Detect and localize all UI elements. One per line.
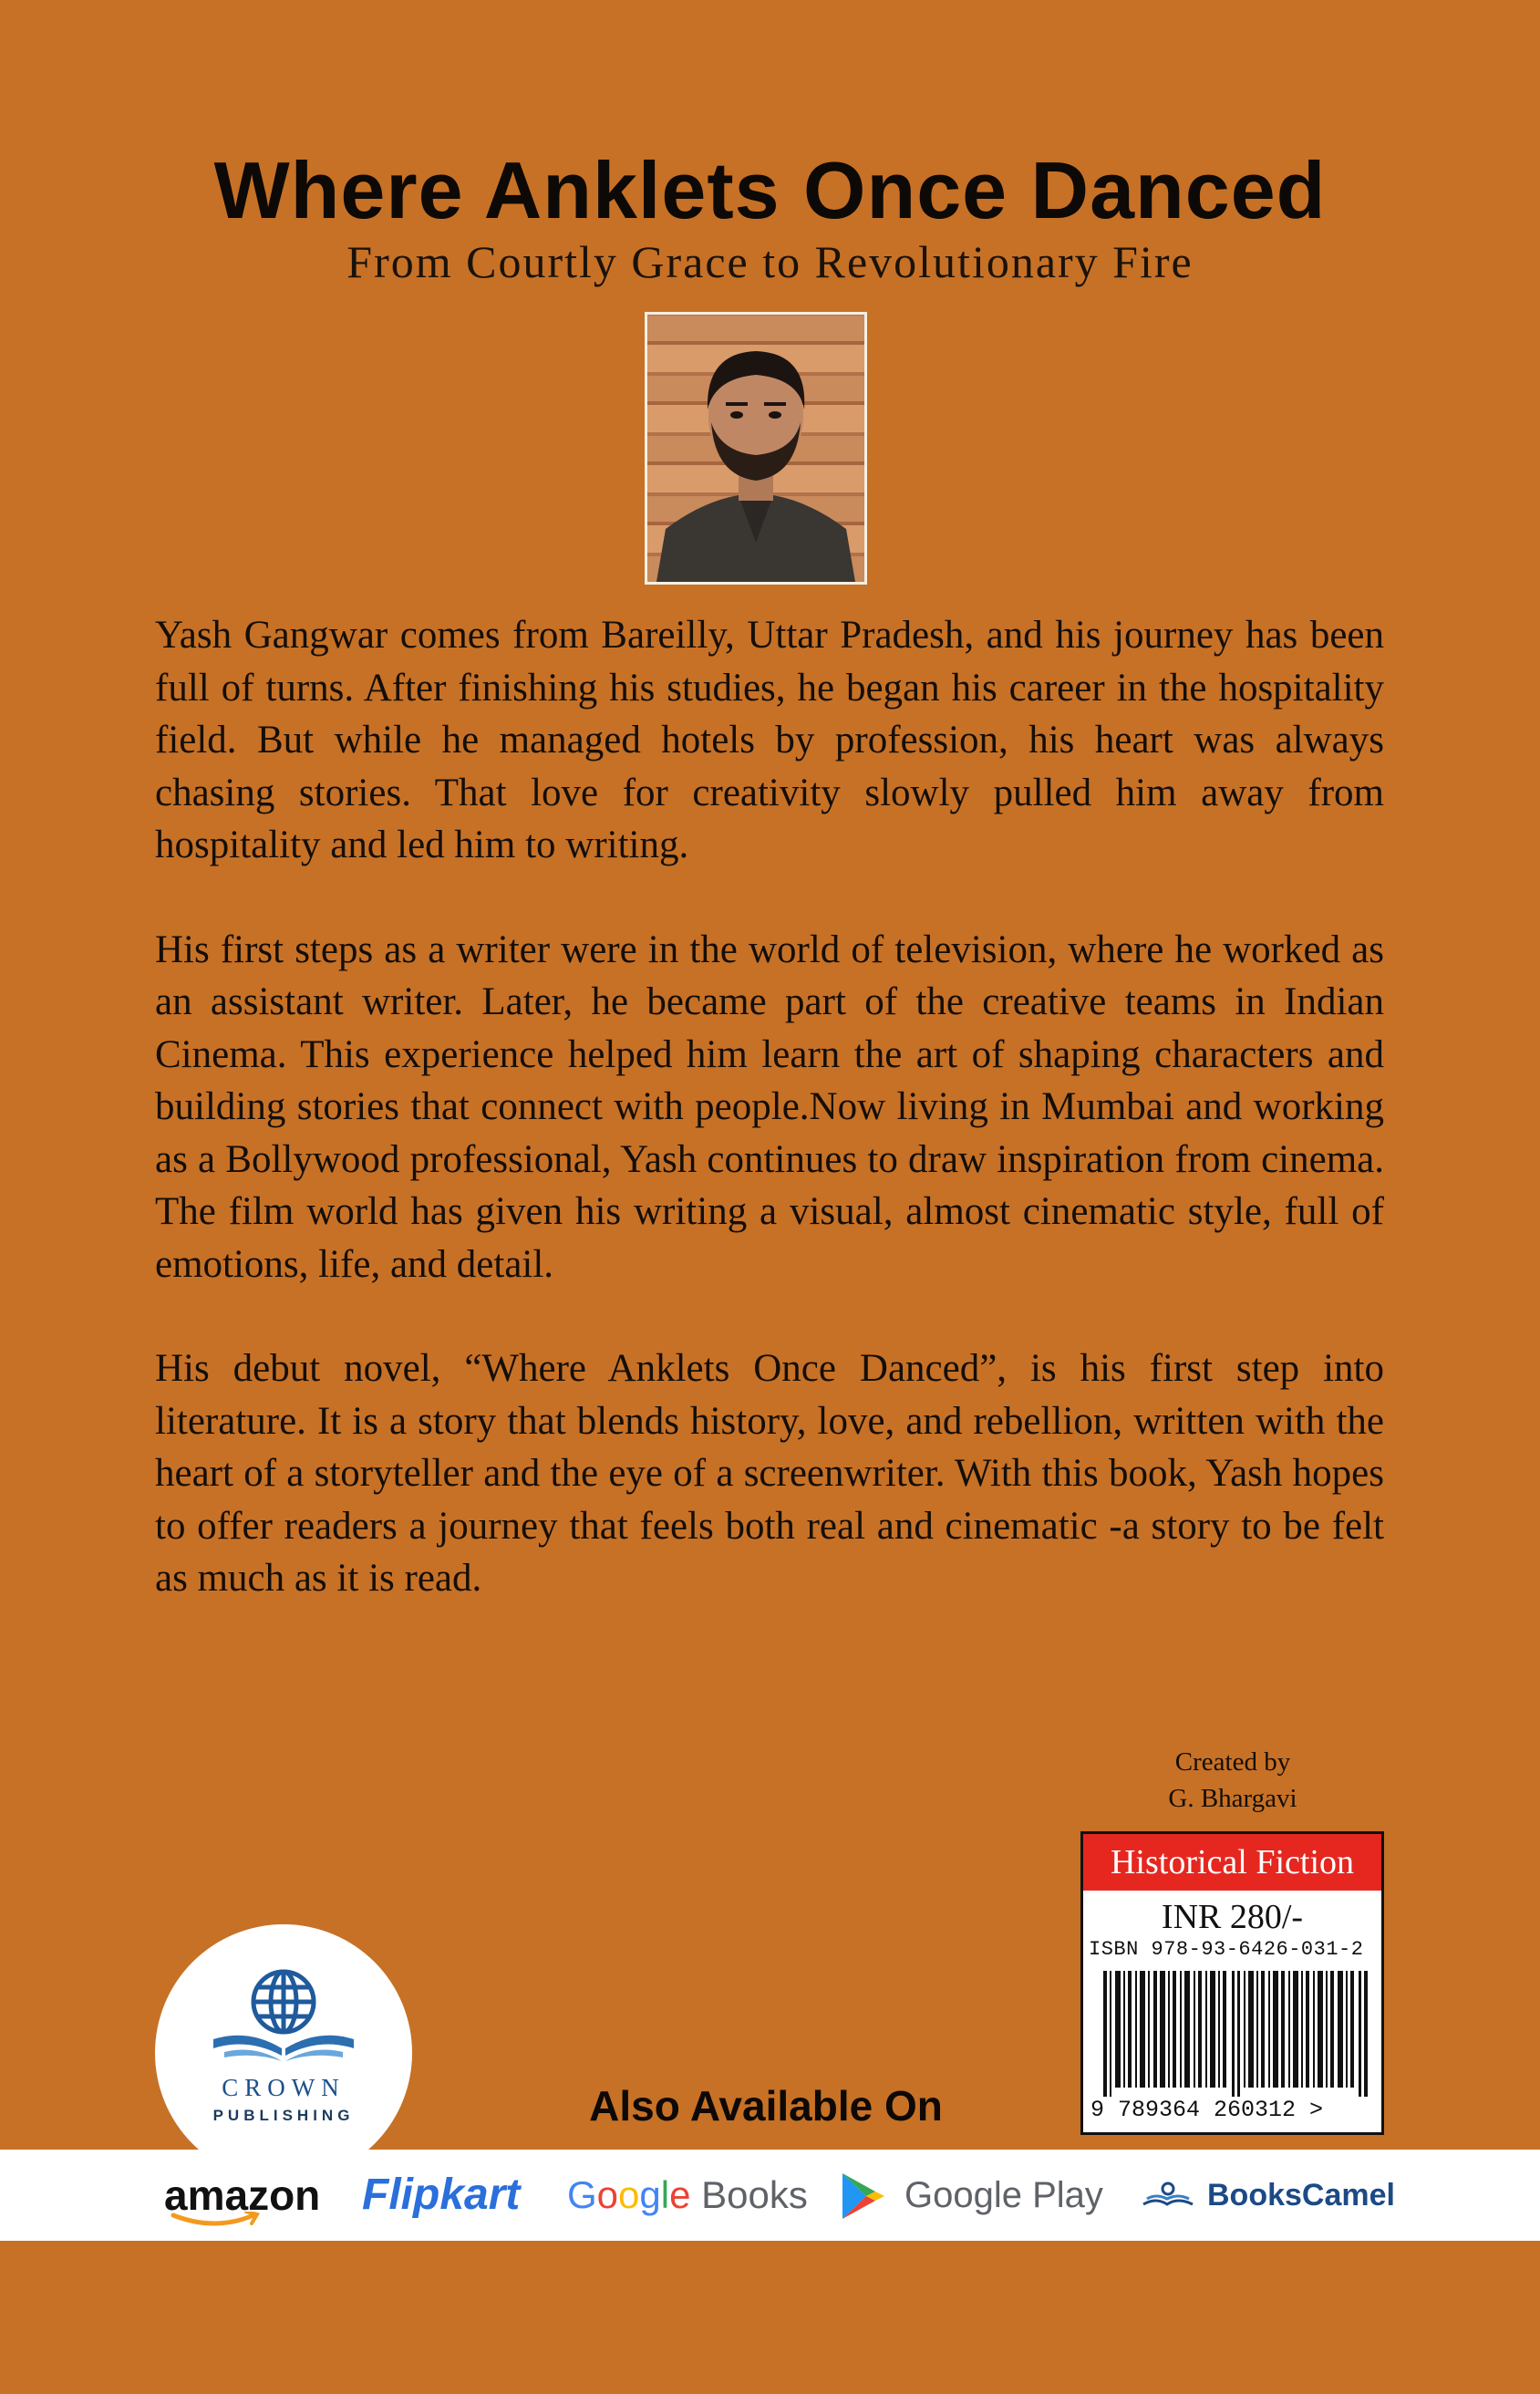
google-letter: g [639, 2173, 661, 2216]
author-bio [155, 609, 1384, 1657]
globe-book-icon [204, 1961, 363, 2070]
credit-label: Created by [1174, 1747, 1291, 1777]
google-letter: o [596, 2173, 619, 2216]
cover-credit [1151, 1744, 1315, 1817]
amazon-smile-icon [170, 2212, 261, 2230]
barcode [1103, 1971, 1368, 2097]
publisher-subname: PUBLISHING [212, 2107, 355, 2124]
amazon-label: amazon [164, 2171, 321, 2219]
price-label: INR 280/- [1161, 1898, 1304, 1936]
google-letter: G [567, 2173, 597, 2216]
book-title: Where Anklets Once Danced [213, 145, 1327, 235]
publisher-name: CROWN [222, 2074, 346, 2101]
bio-paragraph: His debut novel, “Where Anklets Once Danced”, is his first step into literature. It is a story that blends history, love, and rebellion, written with the heart of a storyteller and the eye of a screenwriter. With this book, Yash hopes to offer readers a journey that feels both real and cinematic -a story to be felt as much as it is read. [155, 1347, 1384, 1600]
author-photo [645, 312, 867, 585]
barcode-box [1080, 1831, 1384, 2135]
publisher-logo [155, 1924, 412, 2182]
google-books-logo [567, 2150, 808, 2241]
play-triangle-icon [841, 2171, 886, 2221]
bookscamel-label: BooksCamel [1207, 2178, 1395, 2213]
bio-paragraph: His first steps as a writer were in the world of television, where he worked as an assistant writer. Later, he became part of the creative teams in Indian Cinema. This experience helped him learn the art of shaping characters and building stories that connect with people.Now living in Mumbai and working as a Bollywood professional, Yash continues to draw inspiration from cinema. The film world has given his writing a visual, almost cinematic style, full of emotions, life, and detail. [155, 928, 1384, 1286]
genre-label: Historical Fiction [1083, 1834, 1381, 1891]
google-play-label: Google Play [904, 2175, 1103, 2215]
bio-paragraph: Yash Gangwar comes from Bareilly, Uttar Pradesh, and his journey has been full of turns. After finishing his studies, he began his career in the hospitality field. But while he managed hotels by profession, his heart was always chasing stories. That love for creativity slowly pulled him away from hospitality and led him to writing. [155, 614, 1384, 866]
amazon-logo [164, 2150, 320, 2241]
google-letter: l [660, 2173, 670, 2216]
google-letter: o [618, 2173, 640, 2216]
credit-name: G. Bhargavi [1168, 1784, 1297, 1813]
isbn-label: ISBN 978-93-6426-031-2 [1089, 1938, 1364, 1961]
google-books-suffix: Books [690, 2173, 808, 2216]
also-available-heading: Also Available On [589, 2082, 943, 2130]
barcode-digits: 9 789364 260312 > [1090, 2097, 1324, 2123]
flipkart-logo: Flipkart [362, 2171, 521, 2219]
google-letter: e [669, 2173, 691, 2216]
store-band [0, 2150, 1540, 2241]
open-book-icon [1140, 2181, 1196, 2212]
book-subtitle: From Courtly Grace to Revolutionary Fire [346, 236, 1194, 287]
